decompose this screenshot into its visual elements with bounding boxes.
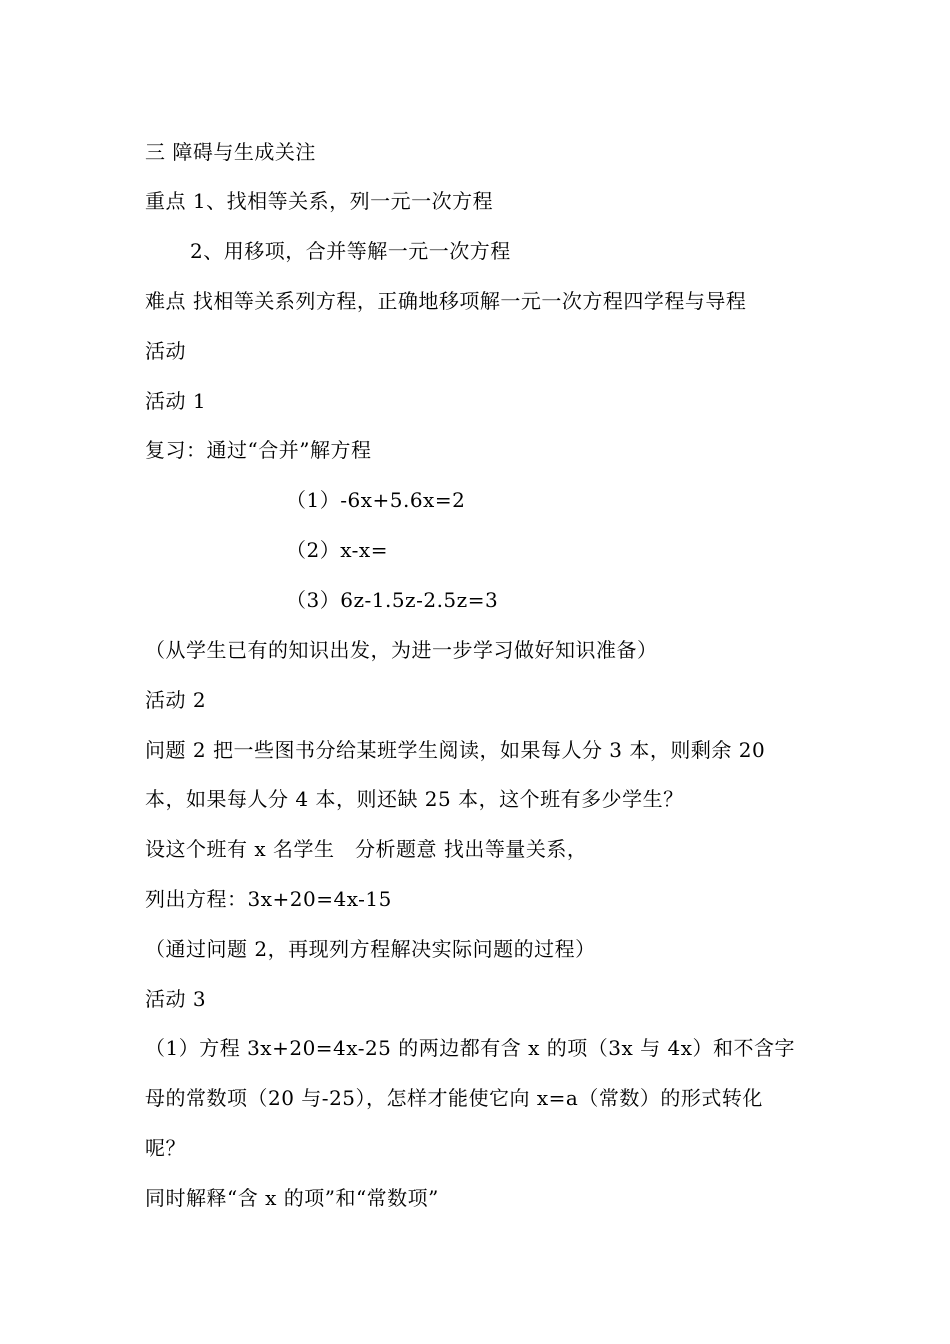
activity-1-heading: 活动 1 (145, 389, 207, 413)
activity-2-heading: 活动 2 (145, 688, 207, 712)
explanation-line: 同时解释“含 x 的项”和“常数项” (145, 1186, 439, 1210)
problem-2-line-2: 本，如果每人分 4 本，则还缺 25 本，这个班有多少学生？ (145, 787, 684, 811)
analysis-line: 设这个班有 x 名学生 分析题意 找出等量关系， (145, 837, 588, 861)
equation-2: （2）x-x= (286, 538, 388, 562)
activity-3-question-line-3: 呢？ (145, 1136, 186, 1160)
problem-2-line-1: 问题 2 把一些图书分给某班学生阅读，如果每人分 3 本，则剩余 20 (145, 738, 766, 762)
note-1: （从学生已有的知识出发，为进一步学习做好知识准备） (145, 638, 658, 662)
activity-heading: 活动 (145, 339, 186, 363)
activity-3-question-line-1: （1）方程 3x+20=4x-25 的两边都有含 x 的项（3x 与 4x）和不含字 (145, 1036, 795, 1060)
section-heading: 三 障碍与生成关注 (145, 140, 316, 164)
review-prompt: 复习：通过“合并”解方程 (145, 438, 372, 462)
equation-1: （1）-6x+5.6x=2 (286, 488, 466, 512)
difficult-point: 难点 找相等关系列方程，正确地移项解一元一次方程四学程与导程 (145, 289, 747, 313)
key-point-2: 2、用移项，合并等解一元一次方程 (190, 239, 511, 263)
equation-3: （3）6z-1.5z-2.5z=3 (286, 588, 499, 612)
key-point-1: 重点 1、找相等关系，列一元一次方程 (145, 189, 494, 213)
activity-3-heading: 活动 3 (145, 987, 207, 1011)
equation-line: 列出方程：3x+20=4x-15 (145, 887, 392, 911)
note-2: （通过问题 2，再现列方程解决实际问题的过程） (145, 937, 596, 961)
activity-3-question-line-2: 母的常数项（20 与-25），怎样才能使它向 x=a（常数）的形式转化 (145, 1086, 763, 1110)
